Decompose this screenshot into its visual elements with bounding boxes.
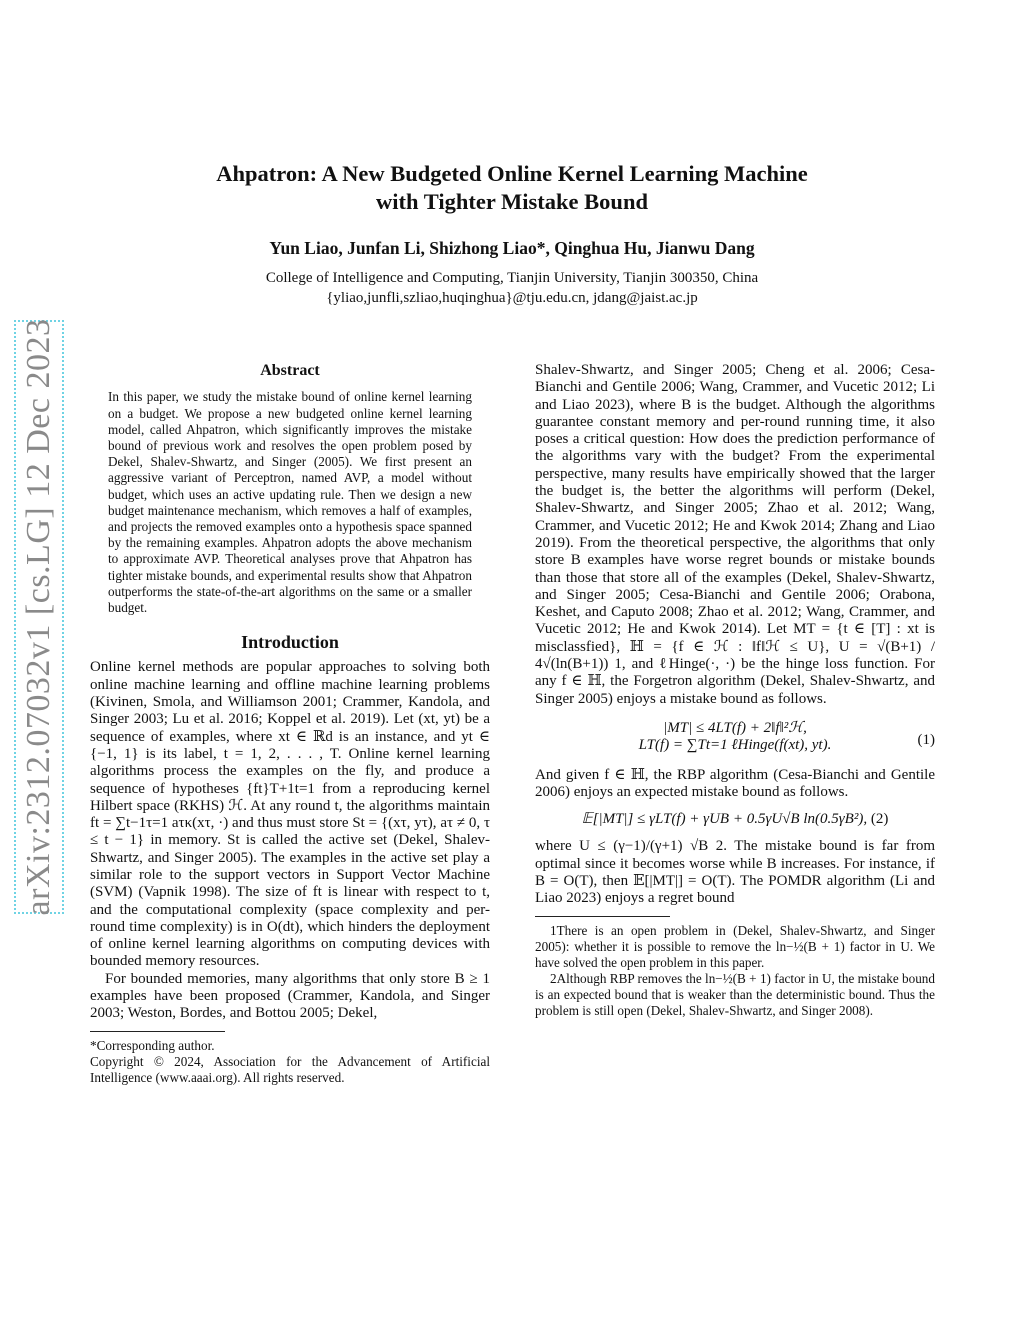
affiliation-block bbox=[0, 268, 1024, 308]
arxiv-id-text: arXiv:2312.07032v1 [cs.LG] 12 Dec 2023 bbox=[20, 318, 57, 916]
intro-paragraph-2: For bounded memories, many algorithms that only store B ≥ 1 examples have been proposed (Crammer, Kandola, and Singer 2003; Weston, Bordes, and Bottou 2005; Dekel, bbox=[90, 970, 490, 1022]
arxiv-stamp bbox=[14, 320, 64, 914]
equation-2 bbox=[535, 811, 935, 828]
right-column bbox=[535, 362, 935, 1019]
equation-2-body: 𝔼[|MT|] ≤ γLT(f) + γUB + 0.5γU√B ln(0.5γB²), bbox=[581, 811, 868, 828]
footnote-rule bbox=[90, 1031, 225, 1032]
footnote-1: 1There is an open problem in (Dekel, Shalev-Shwartz, and Singer 2005): whether it is possible to remove the ln−½(B + 1) factor in U. We have solved the open problem in this paper. bbox=[535, 922, 935, 970]
left-column bbox=[90, 362, 490, 1086]
copyright-notice: Copyright © 2024, Association for the Advancement of Artificial Intelligence (www.aaai.org). All rights reserved. bbox=[90, 1053, 490, 1085]
emails: {yliao,junfli,szliao,huqinghua}@tju.edu.cn, jdang@jaist.ac.jp bbox=[326, 290, 698, 306]
abstract-heading: Abstract bbox=[260, 362, 320, 379]
right-paragraph-1: Shalev-Shwartz, and Singer 2005; Cheng et al. 2006; Cesa-Bianchi and Gentile 2006; Wang, Crammer, and Vucetic 2012; Li and Liao 2023), where B is the budget. Although the algorithms guarantee constant memory and per-round running time, it also poses a critical question: How does the prediction performance of the algorithms vary with the budget? From the experimental perspective, many results have empirically showed that the larger the budget is, the better the algorithms will perform (Dekel, Shalev-Shwartz, and Singer 2005; Zhao et al. 2012; Wang, Crammer, and Vucetic 2012; He and Kwok 2014; Zhang and Liao 2019). From the theoretical perspective, the algorithms that only store B examples have worse regret bounds or mistake bounds than those that store all of the examples (Dekel, Shalev-Shwartz, and Singer 2005; Cesa-Bianchi and Gentile 2006; Orabona, Keshet, and Caputo 2008; Zhao et al. 2012; Wang, Crammer, and Vucetic 2012; He and Kwok 2014). Let MT = {t ∈ [T] : xt is misclassfied}, ℍ = {f ∈ ℋ : ‖f‖ℋ ≤ U}, U = √(B+1) / 4√(ln(B+1)) 1, and ℓHinge(·, ·) be the hinge loss function. For any f ∈ ℍ, the Forgetron algorithm (Dekel, Shalev-Shwartz, and Singer 2005) enjoys a mistake bound as follows. bbox=[535, 362, 935, 707]
equation-1-line-1: |MT| ≤ 4LT(f) + 2‖f‖²ℋ, bbox=[663, 719, 807, 736]
equation-1-line-2: LT(f) = ∑Tt=1 ℓHinge(f(xt), yt). bbox=[638, 737, 832, 754]
equation-1-number: (1) bbox=[917, 731, 935, 748]
right-paragraph-3: where U ≤ (γ−1)/(γ+1) √B 2. The mistake bound is far from optimal since it becomes worse while B increases. For instance, if B = O(T), then 𝔼[|MT|] = O(T). The POMDR algorithm (Li and Liao 2023) enjoys a regret bound bbox=[535, 838, 935, 907]
title-line-2: with Tighter Mistake Bound bbox=[376, 189, 648, 214]
paper-title bbox=[0, 160, 1024, 216]
footnote-2: 2Although RBP removes the ln−½(B + 1) factor in U, the mistake bound is an expected bound that is weaker than the deterministic bound. Thus the problem is still open (Dekel, Shalev-Shwartz, and Singer 2008). bbox=[535, 970, 935, 1018]
intro-paragraph-1: Online kernel methods are popular approaches to solving both online machine learning and offline machine learning problems (Kivinen, Smola, and Williamson 2001; Crammer, Kandola, and Singer 2003; Lu et al. 2016; Koppel et al. 2019). Let (xt, yt) be a sequence of examples, where xt ∈ ℝd is an instance, and yt ∈ {−1, 1} is its label, t = 1, 2, . . . , T. Online kernel learning algorithms process the examples on the fly, and produce a sequence of hypotheses {ft}T+1t=1 from a reproducing kernel Hilbert space (RKHS) ℋ. At any round t, the algorithms maintain ft = ∑t−1τ=1 aτκ(xτ, ·) and thus must store St = {(xτ, yτ), aτ ≠ 0, τ ≤ t − 1} in memory. St is called the active set (Dekel, Shalev-Shwartz, and Singer 2005). The examples in the active set play a similar role to the support vectors in Support Vector Machine (SVM) (Vapnik 1998). The size of ft is linear with respect to t, and the computational complexity (space complexity and per-round time complexity) is in O(dt), which hinders the deployment of online kernel learning algorithms on computing devices with bounded memory resources. bbox=[90, 659, 490, 970]
footnote-rule-right bbox=[535, 916, 670, 917]
equation-1 bbox=[535, 720, 935, 755]
title-line-1: Ahpatron: A New Budgeted Online Kernel Learning Machine bbox=[216, 161, 808, 186]
equation-2-number: (2) bbox=[870, 811, 889, 828]
abstract-text: In this paper, we study the mistake bound of online kernel learning on a budget. We propose a new budgeted online kernel learning model, called Ahpatron, which significantly improves the mistake bound of previous work and resolves the open problem posed by Dekel, Shalev-Shwartz, and Singer (2005). We first present an aggressive variant of Perceptron, named AVP, a model without budget, which uses an active updating rule. Then we design a new budget maintenance mechanism, which removes a half of examples, and projects the removed examples onto a hypothesis space spanned by the remaining examples. Ahpatron adopts the above mechanism to approximate AVP. Theoretical analyses prove that Ahpatron has tighter mistake bounds, and experimental results show that Ahpatron outperforms the state-of-the-art algorithms on the same or a smaller budget. bbox=[108, 389, 472, 615]
affiliation: College of Intelligence and Computing, Tianjin University, Tianjin 300350, China bbox=[265, 270, 759, 286]
corresponding-author-note: *Corresponding author. bbox=[90, 1037, 215, 1053]
introduction-heading: Introduction bbox=[241, 632, 339, 653]
authors: Yun Liao, Junfan Li, Shizhong Liao*, Qinghua Hu, Jianwu Dang bbox=[269, 238, 755, 258]
right-paragraph-2: And given f ∈ ℍ, the RBP algorithm (Cesa-Bianchi and Gentile 2006) enjoys an expected mistake bound as follows. bbox=[535, 766, 935, 800]
